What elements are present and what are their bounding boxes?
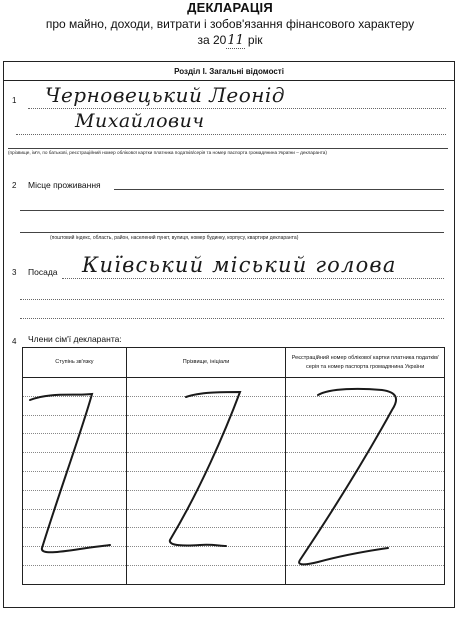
strike-mark-col1 <box>30 394 110 552</box>
field-1-handwriting-line2: Михайлович <box>75 110 205 132</box>
field-2-caption: (поштовий індекс, область, район, населений пункт, вулиця, номер будинку, корпусу, квартири декларанта) <box>50 235 299 241</box>
field-2-label: Місце проживання <box>28 180 101 190</box>
field-1-caption: (прізвище, ім'я, по батькові, реєстраційний номер облікової картки платника податків/серія та номер паспорта громадянина України – декларанта) <box>8 150 327 155</box>
year-suffix: рік <box>247 33 263 47</box>
year-handwritten-value: 11 <box>227 33 244 48</box>
field-1-handwriting-line1: Черновецький Леонід <box>45 83 286 107</box>
col-header-relation: Ступінь зв'язку <box>23 348 127 378</box>
declaration-subtitle: про майно, доходи, витрати і зобов'язання фінансового характеру <box>45 17 415 31</box>
field-4-label: Члени сім'ї декларанта: <box>28 334 122 344</box>
section-title: Розділ І. Загальні відомості <box>4 62 454 81</box>
field-2-number: 2 <box>12 181 17 190</box>
field-1-number: 1 <box>12 96 17 105</box>
field-3-handwriting: Київський міський голова <box>82 253 397 277</box>
field-3-label: Посада <box>28 267 58 277</box>
field-4-number: 4 <box>12 337 17 346</box>
strike-mark-col2 <box>170 392 240 546</box>
col-header-name: Прізвище, ініціали <box>126 348 286 378</box>
declaration-title: ДЕКЛАРАЦІЯ <box>187 0 273 15</box>
col-header-reg-number: Реєстраційний номер облікової картки платника податків/серія та номер паспорта громадянина України <box>286 348 445 378</box>
field-3-number: 3 <box>12 268 17 277</box>
year-prefix: за 20 <box>197 33 227 47</box>
strike-mark-col3 <box>299 389 396 565</box>
